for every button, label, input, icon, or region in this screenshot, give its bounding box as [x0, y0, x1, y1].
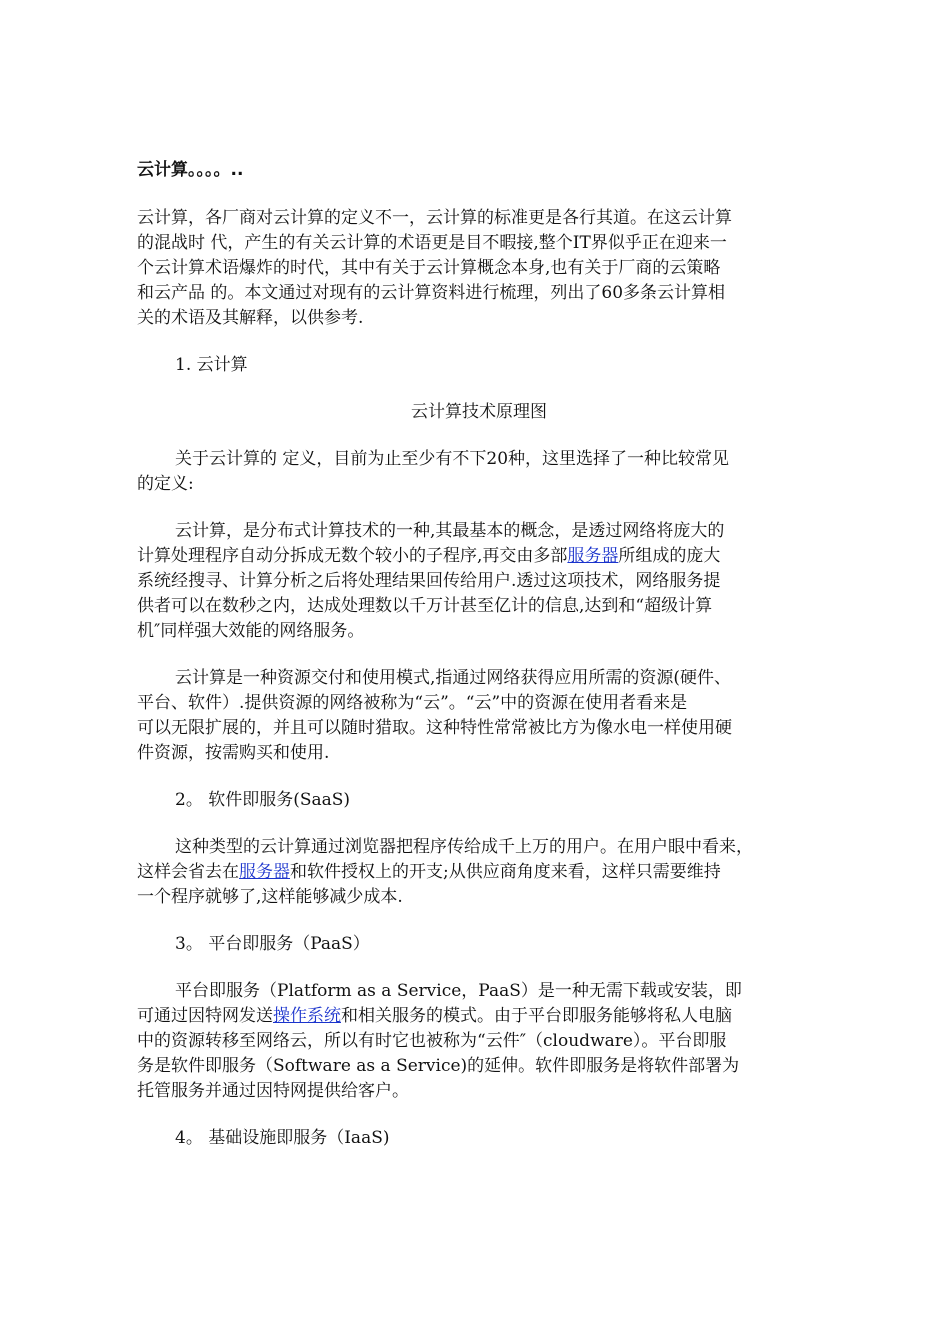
paragraph-line: 务是软件即服务（Software as a Service)的延伸。软件即服务是将软件部署为: [137, 1056, 740, 1076]
saas-paragraph: [137, 835, 821, 910]
paragraph-line: 云计算，是分布式计算技术的一种,其最基本的概念，是透过网络将庞大的: [175, 521, 725, 541]
paragraph-line: 平台即服务（Platform as a Service，PaaS）是一种无需下载或安装，即: [175, 981, 742, 1001]
paragraph-line: 供者可以在数秒之内，达成处理数以千万计甚至亿计的信息,达到和“超级计算: [137, 596, 713, 616]
paragraph-line: 机″同样强大效能的网络服务。: [137, 621, 365, 641]
paragraph-line: 件资源，按需购买和使用.: [137, 743, 330, 763]
paragraph-line: [137, 860, 821, 885]
figure-caption: 云计算技术原理图: [411, 402, 547, 422]
paragraph-line: [137, 544, 821, 569]
paragraph-line: 托管服务并通过因特网提供给客户。: [137, 1081, 409, 1101]
intro-line: 的混战时 代，产生的有关云计算的术语更是目不暇接,整个IT界似乎正在迎来一: [137, 233, 727, 253]
server-link[interactable]: 服务器: [567, 546, 619, 566]
section-heading-paas: 3。 平台即服务（PaaS）: [175, 934, 370, 954]
text-segment: 可通过因特网发送: [137, 1006, 273, 1026]
paragraph-line: 一个程序就够了,这样能够减少成本.: [137, 887, 403, 907]
section-heading-iaas: 4。 基础设施即服务（IaaS): [175, 1128, 390, 1148]
server-link[interactable]: 服务器: [239, 862, 290, 882]
text-segment: 这样会省去在: [137, 862, 239, 882]
paragraph-line: 云计算是一种资源交付和使用模式,指通过网络获得应用所需的资源(硬件、: [175, 668, 732, 688]
text-segment: 计算处理程序自动分拆成无数个较小的子程序,再交由多部: [137, 546, 568, 566]
document-title: 云计算。。。。..: [137, 160, 244, 180]
paragraph-line: 平台、软件）.提供资源的网络被称为“云”。“云”中的资源在使用者看来是: [137, 693, 688, 713]
paragraph-line: 关于云计算的 定义，目前为止至少有不下20种，这里选择了一种比较常见: [175, 449, 730, 469]
text-segment: 和相关服务的模式。由于平台即服务能够将私人电脑: [341, 1006, 732, 1026]
paragraph-line: [137, 1004, 821, 1029]
intro-paragraph: [137, 206, 821, 331]
document-page: [137, 158, 821, 1173]
section-heading-saas: 2。 软件即服务(SaaS): [175, 790, 351, 810]
resource-model-paragraph: [137, 666, 821, 766]
intro-line: 关的术语及其解释，以供参考.: [137, 308, 364, 328]
paas-paragraph: [137, 979, 821, 1104]
definition-intro-paragraph: [137, 447, 821, 497]
section-heading-cloud-computing: 1. 云计算: [175, 355, 248, 375]
text-segment: 所组成的庞大: [618, 546, 721, 566]
definition-paragraph: [137, 519, 821, 644]
intro-line: 云计算，各厂商对云计算的定义不一，云计算的标准更是各行其道。在这云计算: [137, 208, 732, 228]
paragraph-line: 这种类型的云计算通过浏览器把程序传给成千上万的用户。在用户眼中看来，: [175, 837, 753, 857]
intro-line: 和云产品 的。本文通过对现有的云计算资料进行梳理，列出了60多条云计算相: [137, 283, 726, 303]
intro-line: 个云计算术语爆炸的时代，其中有关于云计算概念本身,也有关于厂商的云策略: [137, 258, 721, 278]
paragraph-line: 的定义:: [137, 474, 194, 494]
paragraph-line: 系统经搜寻、计算分析之后将处理结果回传给用户.透过这项技术，网络服务提: [137, 571, 721, 591]
paragraph-line: 中的资源转移至网络云，所以有时它也被称为“云件″（cloudware）。平台即服: [137, 1031, 727, 1051]
paragraph-line: 可以无限扩展的，并且可以随时猎取。这种特性常常被比方为像水电一样使用硬: [137, 718, 732, 738]
text-segment: 和软件授权上的开支;从供应商角度来看，这样只需要维持: [290, 862, 721, 882]
operating-system-link[interactable]: 操作系统: [273, 1006, 341, 1026]
